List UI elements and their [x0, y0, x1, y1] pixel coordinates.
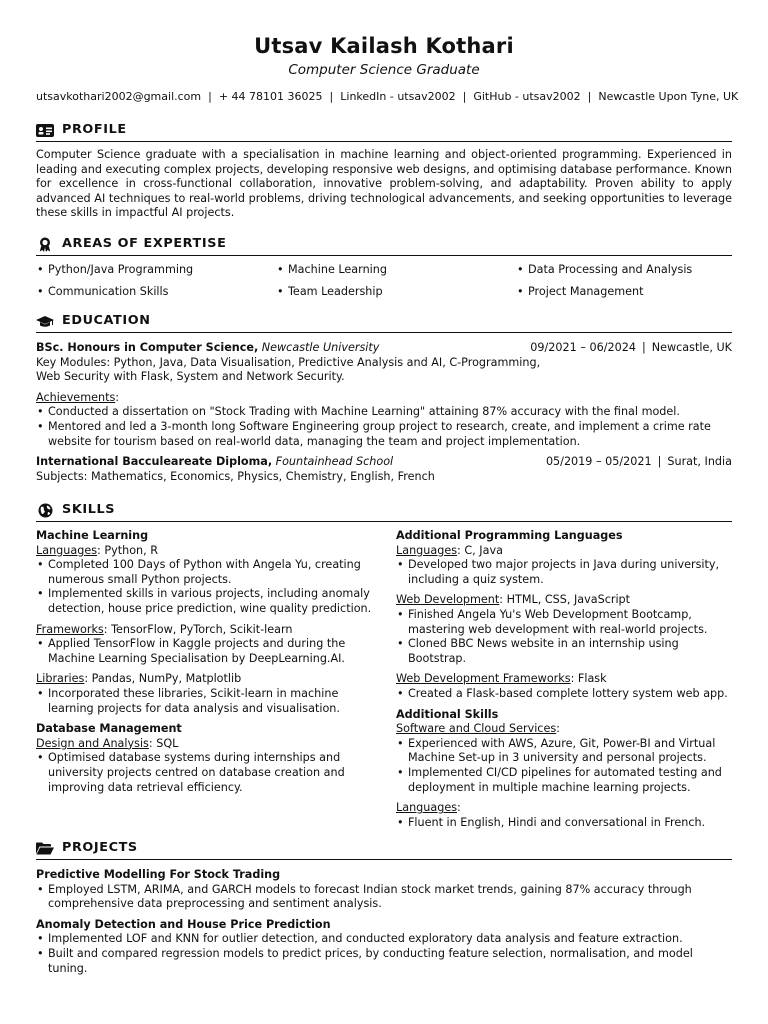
contact-phone[interactable]: + 44 78101 36025	[218, 90, 323, 103]
subjects: Subjects: Mathematics, Economics, Physics, Chemistry, English, French	[36, 469, 435, 483]
skill-label: Libraries	[36, 672, 85, 686]
list-item: • Implemented skills in various projects, including anomaly detection, house price prediction, wine quality prediction.	[36, 587, 374, 616]
skill-label: Languages	[396, 543, 458, 557]
skill-group-title: Database Management	[36, 722, 182, 736]
education-entry-bsc	[36, 341, 732, 449]
list-item: • Mentored and led a 3-month long Software Engineering group project to research, create, and implement a crime rate website for tourism based on real-world data, managing the team and project implementation.	[36, 420, 732, 449]
section-title: SKILLS	[62, 502, 116, 518]
achievements-list	[36, 405, 732, 449]
skill-value: : Python, R	[97, 543, 159, 557]
list-item: • Machine Learning	[276, 263, 516, 278]
education-section	[36, 313, 732, 484]
skill-list	[396, 558, 732, 587]
graduation-cap-icon	[36, 315, 54, 329]
skills-section	[36, 502, 732, 830]
list-item: • Conducted a dissertation on "Stock Trading with Machine Learning" attaining 87% accuracy with the final model.	[36, 405, 732, 420]
skills-right-column	[396, 529, 732, 830]
section-title: AREAS OF EXPERTISE	[62, 236, 227, 252]
degree-title: BSc. Honours in Computer Science,	[36, 341, 259, 354]
project-list	[36, 932, 732, 976]
globe-icon	[36, 504, 54, 518]
separator: |	[208, 90, 212, 103]
separator: |	[462, 90, 467, 103]
list-item: • Created a Flask-based complete lottery system web app.	[396, 687, 732, 702]
project-list	[36, 883, 732, 912]
list-item: • Python/Java Programming	[36, 263, 276, 278]
skills-columns	[36, 529, 732, 830]
skill-group-title: Additional Skills	[396, 707, 499, 721]
separator: |	[657, 455, 662, 469]
skill-value: : Flask	[570, 672, 607, 686]
list-item: • Built and compared regression models to predict prices, by conducting feature selection, normalisation, and model tuning.	[36, 947, 732, 976]
list-item: • Experienced with AWS, Azure, Git, Power-BI and Virtual Machine Set-up in 3 university and personal projects.	[396, 737, 732, 766]
list-item: • Project Management	[516, 285, 732, 300]
section-header	[36, 840, 732, 860]
education-dates: 05/2019 – 05/2021	[545, 455, 652, 469]
list-item: • Incorporated these libraries, Scikit-learn in machine learning projects for data analysis and visualisation.	[36, 687, 374, 716]
section-title: PROFILE	[62, 122, 127, 138]
contact-linkedin[interactable]: LinkedIn - utsav2002	[340, 90, 456, 103]
skill-list	[396, 816, 732, 831]
list-item: • Finished Angela Yu's Web Development Bootcamp, mastering web development with real-world projects.	[396, 608, 732, 637]
list-item: • Data Processing and Analysis	[516, 263, 732, 278]
separator: |	[641, 341, 646, 354]
skill-value: : Pandas, NumPy, Matplotlib	[84, 672, 242, 686]
skill-label: Software and Cloud Services	[396, 722, 557, 736]
section-header	[36, 502, 732, 522]
list-item: • Optimised database systems during internships and university projects centred on database creation and improving data retrieval efficiency.	[36, 751, 374, 795]
id-card-icon	[36, 124, 54, 138]
section-header	[36, 236, 732, 256]
expertise-section	[36, 236, 732, 299]
expertise-list	[36, 263, 732, 299]
profile-text: Computer Science graduate with a specialisation in machine learning and object-oriented programming. Experienced in leading and executing complex projects, developing responsive web designs, and optimising database performance. Known for excellence in cross-functional collaboration, innovative problem-solving, and adaptability. Proven ability to apply advanced AI techniques to real-world problems, driving technological advancements, and seeking opportunities to leverage these skills in impactful AI projects.	[36, 148, 732, 220]
list-item: • Cloned BBC News website in an internship using Bootstrap.	[396, 637, 732, 666]
skill-list	[36, 637, 374, 666]
skill-group-title: Additional Programming Languages	[396, 529, 623, 542]
contact-github[interactable]: GitHub - utsav2002	[473, 90, 581, 103]
achievements-label: Achievements	[36, 390, 116, 404]
project-title: Predictive Modelling For Stock Trading	[36, 868, 281, 881]
education-entry-ib	[36, 455, 732, 484]
list-item: • Employed LSTM, ARIMA, and GARCH models to forecast Indian stock market trends, gaining 87% accuracy through comprehensive data preprocessing and sentiment analysis.	[36, 883, 732, 912]
skill-value: : SQL	[148, 736, 179, 750]
skill-group-title: Machine Learning	[36, 529, 149, 542]
key-modules: Key Modules: Python, Java, Data Visualisation, Predictive Analysis and AI, C-Programming,	[36, 355, 541, 369]
key-modules-cont: Web Security with Flask, System and Network Security.	[36, 370, 345, 384]
skill-label: Languages	[396, 801, 458, 815]
education-location: Surat, India	[667, 455, 732, 469]
skills-left-column	[36, 529, 396, 830]
skill-label: Web Development Frameworks	[396, 672, 571, 686]
section-header	[36, 122, 732, 142]
contact-location: Newcastle Upon Tyne, UK	[598, 90, 739, 103]
skill-label: Design and Analysis	[36, 736, 149, 750]
skill-list	[396, 608, 732, 666]
separator: |	[587, 90, 592, 103]
list-item: • Implemented LOF and KNN for outlier detection, and conducted exploratory data analysis and feature extraction.	[36, 932, 732, 947]
education-location: Newcastle, UK	[651, 341, 732, 354]
candidate-name: Utsav Kailash Kothari	[254, 34, 514, 58]
skill-label: Languages	[36, 543, 98, 557]
skill-label: Web Development	[396, 593, 500, 607]
contact-line	[36, 90, 739, 105]
skill-value: : HTML, CSS, JavaScript	[499, 593, 631, 607]
skill-list	[36, 751, 374, 795]
list-item: • Completed 100 Days of Python with Angela Yu, creating numerous small Python projects.	[36, 558, 374, 587]
colon: :	[115, 390, 120, 404]
section-title: PROJECTS	[62, 840, 138, 856]
education-dates: 09/2021 – 06/2024	[530, 341, 636, 354]
profile-section	[36, 122, 732, 221]
skill-value: :	[556, 722, 560, 736]
skill-value: : TensorFlow, PyTorch, Scikit-learn	[103, 622, 293, 636]
section-title: EDUCATION	[62, 313, 151, 329]
degree-title: International Bacculeareate Diploma,	[36, 455, 273, 469]
list-item: • Developed two major projects in Java during university, including a quiz system.	[396, 558, 732, 587]
school-name: Newcastle University	[261, 341, 380, 354]
separator: |	[329, 90, 334, 103]
list-item: • Implemented CI/CD pipelines for automated testing and deployment in multiple machine learning projects.	[396, 766, 732, 795]
list-item: • Applied TensorFlow in Kaggle projects and during the Machine Learning Specialisation by DeepLearning.AI.	[36, 637, 374, 666]
contact-email[interactable]: utsavkothari2002@gmail.com	[36, 90, 202, 103]
project-title: Anomaly Detection and House Price Prediction	[36, 917, 331, 931]
list-item: • Fluent in English, Hindi and conversational in French.	[396, 816, 732, 831]
award-icon	[36, 238, 54, 252]
list-item: • Team Leadership	[276, 285, 516, 300]
candidate-title: Computer Science Graduate	[288, 62, 480, 78]
projects-section	[36, 840, 732, 976]
folder-open-icon	[36, 842, 54, 856]
skill-list	[36, 558, 374, 616]
section-header	[36, 313, 732, 333]
list-item: • Communication Skills	[36, 285, 276, 300]
skill-label: Frameworks	[36, 622, 104, 636]
skill-list	[396, 687, 732, 702]
skill-list	[36, 687, 374, 716]
skill-value: : C, Java	[457, 543, 503, 557]
skill-value: :	[457, 801, 461, 815]
school-name: Fountainhead School	[275, 455, 394, 469]
skill-list	[396, 737, 732, 795]
